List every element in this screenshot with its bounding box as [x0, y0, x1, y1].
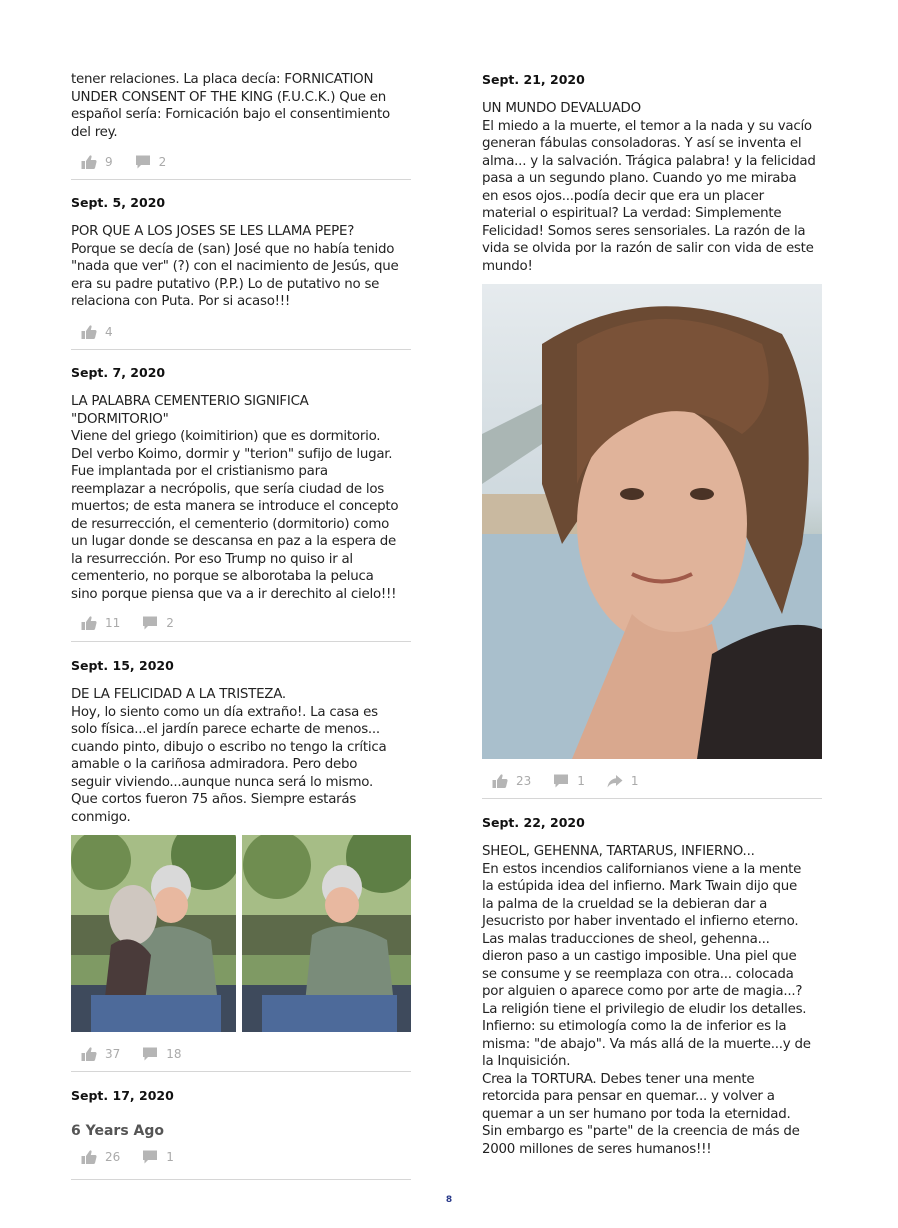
post-date: Sept. 17, 2020: [71, 1088, 174, 1103]
post-body: UN MUNDO DEVALUADO El miedo a la muerte, el temor a la nada y su vacío generan fábulas consoladoras. Y así se inventa el alma... y la salvación. Trágica palabra! y la felicidad pasa a un segundo plano. Cuando yo me miraba en esos ojos...podía decir que era un placer material o espiritual? La verdad: Simplemente Felicidad! Somos seres sensoriales. La razón de la vida se olvida por la razón de salir con vida de este mundo!: [482, 101, 816, 274]
comment-count: 1: [577, 774, 585, 788]
thumbs-up-icon: [81, 1046, 97, 1062]
comment-button[interactable]: [135, 154, 167, 170]
comment-count: 2: [158, 155, 167, 169]
like-count: 23: [516, 774, 532, 788]
post-body: tener relaciones. La placa decía: FORNICATION UNDER CONSENT OF THE KING (F.U.C.K.) Que en español sería: Fornicación bajo el consentimiento del rey.: [71, 72, 390, 140]
divider: [71, 1179, 411, 1180]
like-button[interactable]: [81, 615, 120, 631]
photo-man-image: [242, 835, 411, 1032]
like-button[interactable]: [81, 1046, 120, 1062]
divider: [482, 798, 822, 799]
share-count: 1: [630, 774, 639, 788]
post-stats: [482, 770, 822, 792]
post-photo-man[interactable]: [242, 835, 411, 1032]
post-date: Sept. 22, 2020: [482, 815, 585, 830]
post-photo-couple[interactable]: [71, 835, 236, 1032]
like-button[interactable]: [81, 324, 113, 340]
post-body: DE LA FELICIDAD A LA TRISTEZA. Hoy, lo siento como un día extraño!. La casa es solo física...el jardín parece echarte de menos... cuando pinto, dibujo o escribo no tengo la crítica amable o la cariñosa admiradora. Pero debo seguir viviendo...aunque nunca será lo mismo. Que cortos fueron 75 años. Siempre estarás conmigo.: [71, 687, 387, 825]
like-count: 4: [105, 324, 113, 339]
post-stats: [71, 1043, 411, 1065]
comment-icon: [142, 1149, 158, 1165]
post-body: LA PALABRA CEMENTERIO SIGNIFICA "DORMITORIO" Viene del griego (koimitirion) que es dormitorio. Del verbo Koimo, dormir y "terion" sufijo de lugar. Fue implantada por el cristianismo para reemplazar a necrópolis, que sería ciudad de los muertos; de esta manera se introduce el concepto de resurrección, el cementerio (dormitorio) como un lugar donde se descansa en paz a la espera de la resurrección. Por eso Trump no quiso ir al cementerio, no porque se alborotaba la peluca sino porque piensa que va a ir derechito al cielo!!!: [71, 394, 399, 602]
like-button[interactable]: [81, 154, 113, 170]
post-date: Sept. 15, 2020: [71, 658, 174, 673]
photo-couple-image: [71, 835, 236, 1032]
post: [71, 365, 411, 634]
post-date: Sept. 7, 2020: [71, 365, 166, 380]
post-body: POR QUE A LOS JOSES SE LES LLAMA PEPE? Porque se decía de (san) José que no había tenido "nada que ver" (?) con el nacimiento de Jesús, que era su padre putativo (P.P.) Lo de putativo no se relaciona con Puta. Por si acaso!!!: [71, 224, 399, 309]
post-photo-portrait[interactable]: [482, 284, 822, 759]
photo-portrait-image: [482, 284, 822, 759]
post-stats-row: [482, 770, 822, 792]
comment-icon: [142, 1046, 158, 1062]
like-count: 11: [105, 616, 121, 630]
post-stats: [71, 321, 411, 343]
comment-button[interactable]: [142, 1046, 181, 1062]
thumbs-up-icon: [492, 773, 508, 789]
post-date: Sept. 21, 2020: [482, 72, 585, 87]
share-icon: [607, 773, 623, 789]
post-body: SHEOL, GEHENNA, TARTARUS, INFIERNO... En estos incendios californianos viene a la mente la estúpida idea del infierno. Mark Twain dijo que la palma de la crueldad se la debieran dar a Jesucristo por haber inventado el infierno eterno. Las malas traducciones de sheol, gehenna... dieron paso a un castigo imposible. Una piel que se consume y se reemplaza con otra... colocada por alguien o aparece como por arte de magia...? La religión tiene el privilegio de eludir los detalles. Infierno: su etimología como la de inferior es la misma: "de abajo". Va más allá de la muerte...y de la Inquisición. Crea la TORTURA. Debes tener una mente retorcida para pensar en quemar... y volver a quemar a un ser humano por toda la eternidad. Sin embargo es "parte" de la creencia de más de 2000 millones de seres humanos!!!: [482, 844, 811, 1157]
thumbs-up-icon: [81, 1149, 97, 1165]
post-continued: [71, 71, 411, 173]
post-stats: [71, 612, 411, 634]
post: [71, 658, 411, 826]
post: [71, 195, 411, 343]
comment-icon: [553, 773, 569, 789]
share-button[interactable]: [607, 773, 639, 789]
like-count: 37: [105, 1047, 121, 1061]
post-stats: [71, 1146, 411, 1168]
like-count: 26: [105, 1150, 121, 1164]
thumbs-up-icon: [81, 324, 97, 340]
comment-count: 1: [166, 1150, 174, 1164]
thumbs-up-icon: [81, 615, 97, 631]
comment-button[interactable]: [142, 615, 174, 631]
page-number: 8: [445, 1195, 453, 1205]
post-headline: 6 Years Ago: [71, 1123, 164, 1139]
thumbs-up-icon: [81, 154, 97, 170]
like-button[interactable]: [492, 773, 531, 789]
comment-button[interactable]: [142, 1149, 174, 1165]
divider: [71, 179, 411, 180]
post: [71, 1088, 411, 1168]
divider: [71, 1071, 411, 1072]
like-count: 9: [105, 155, 113, 169]
post-stats: [71, 151, 411, 173]
like-button[interactable]: [81, 1149, 120, 1165]
post-stats-row: [71, 1043, 411, 1065]
comment-count: 18: [166, 1047, 182, 1061]
comment-button[interactable]: [553, 773, 585, 789]
divider: [71, 349, 411, 350]
comment-icon: [142, 615, 158, 631]
divider: [71, 641, 411, 642]
post-date: Sept. 5, 2020: [71, 195, 166, 210]
post: [482, 815, 822, 1158]
comment-count: 2: [166, 616, 174, 630]
comment-icon: [135, 154, 151, 170]
post: [482, 72, 822, 275]
